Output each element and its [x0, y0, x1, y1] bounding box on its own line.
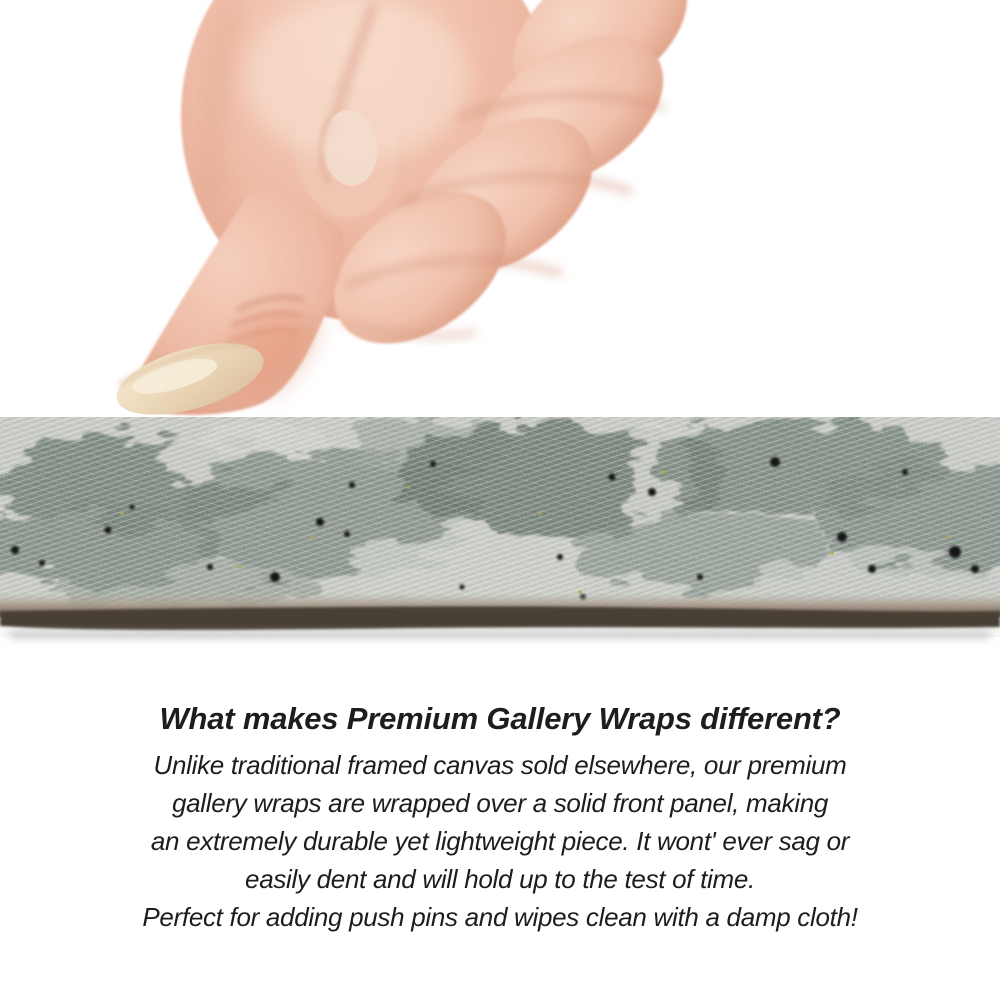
caption-line-1: Unlike traditional framed canvas sold elsewhere, our premium	[153, 750, 847, 780]
caption-line-5: Perfect for adding push pins and wipes clean with a damp cloth!	[142, 902, 858, 932]
caption-line-4: easily dent and will hold up to the test of time.	[245, 864, 755, 894]
caption-line-3: an extremely durable yet lightweight piece. It wont' ever sag or	[150, 826, 850, 856]
caption-line-2: gallery wraps are wrapped over a solid front panel, making	[171, 788, 829, 818]
canvas-edge-photo	[0, 417, 1000, 649]
caption-heading: What makes Premium Gallery Wraps different?	[159, 701, 841, 736]
hand-pressing-photo	[0, 0, 1000, 420]
panel-shadow	[10, 632, 990, 638]
caption-block	[0, 701, 1000, 936]
